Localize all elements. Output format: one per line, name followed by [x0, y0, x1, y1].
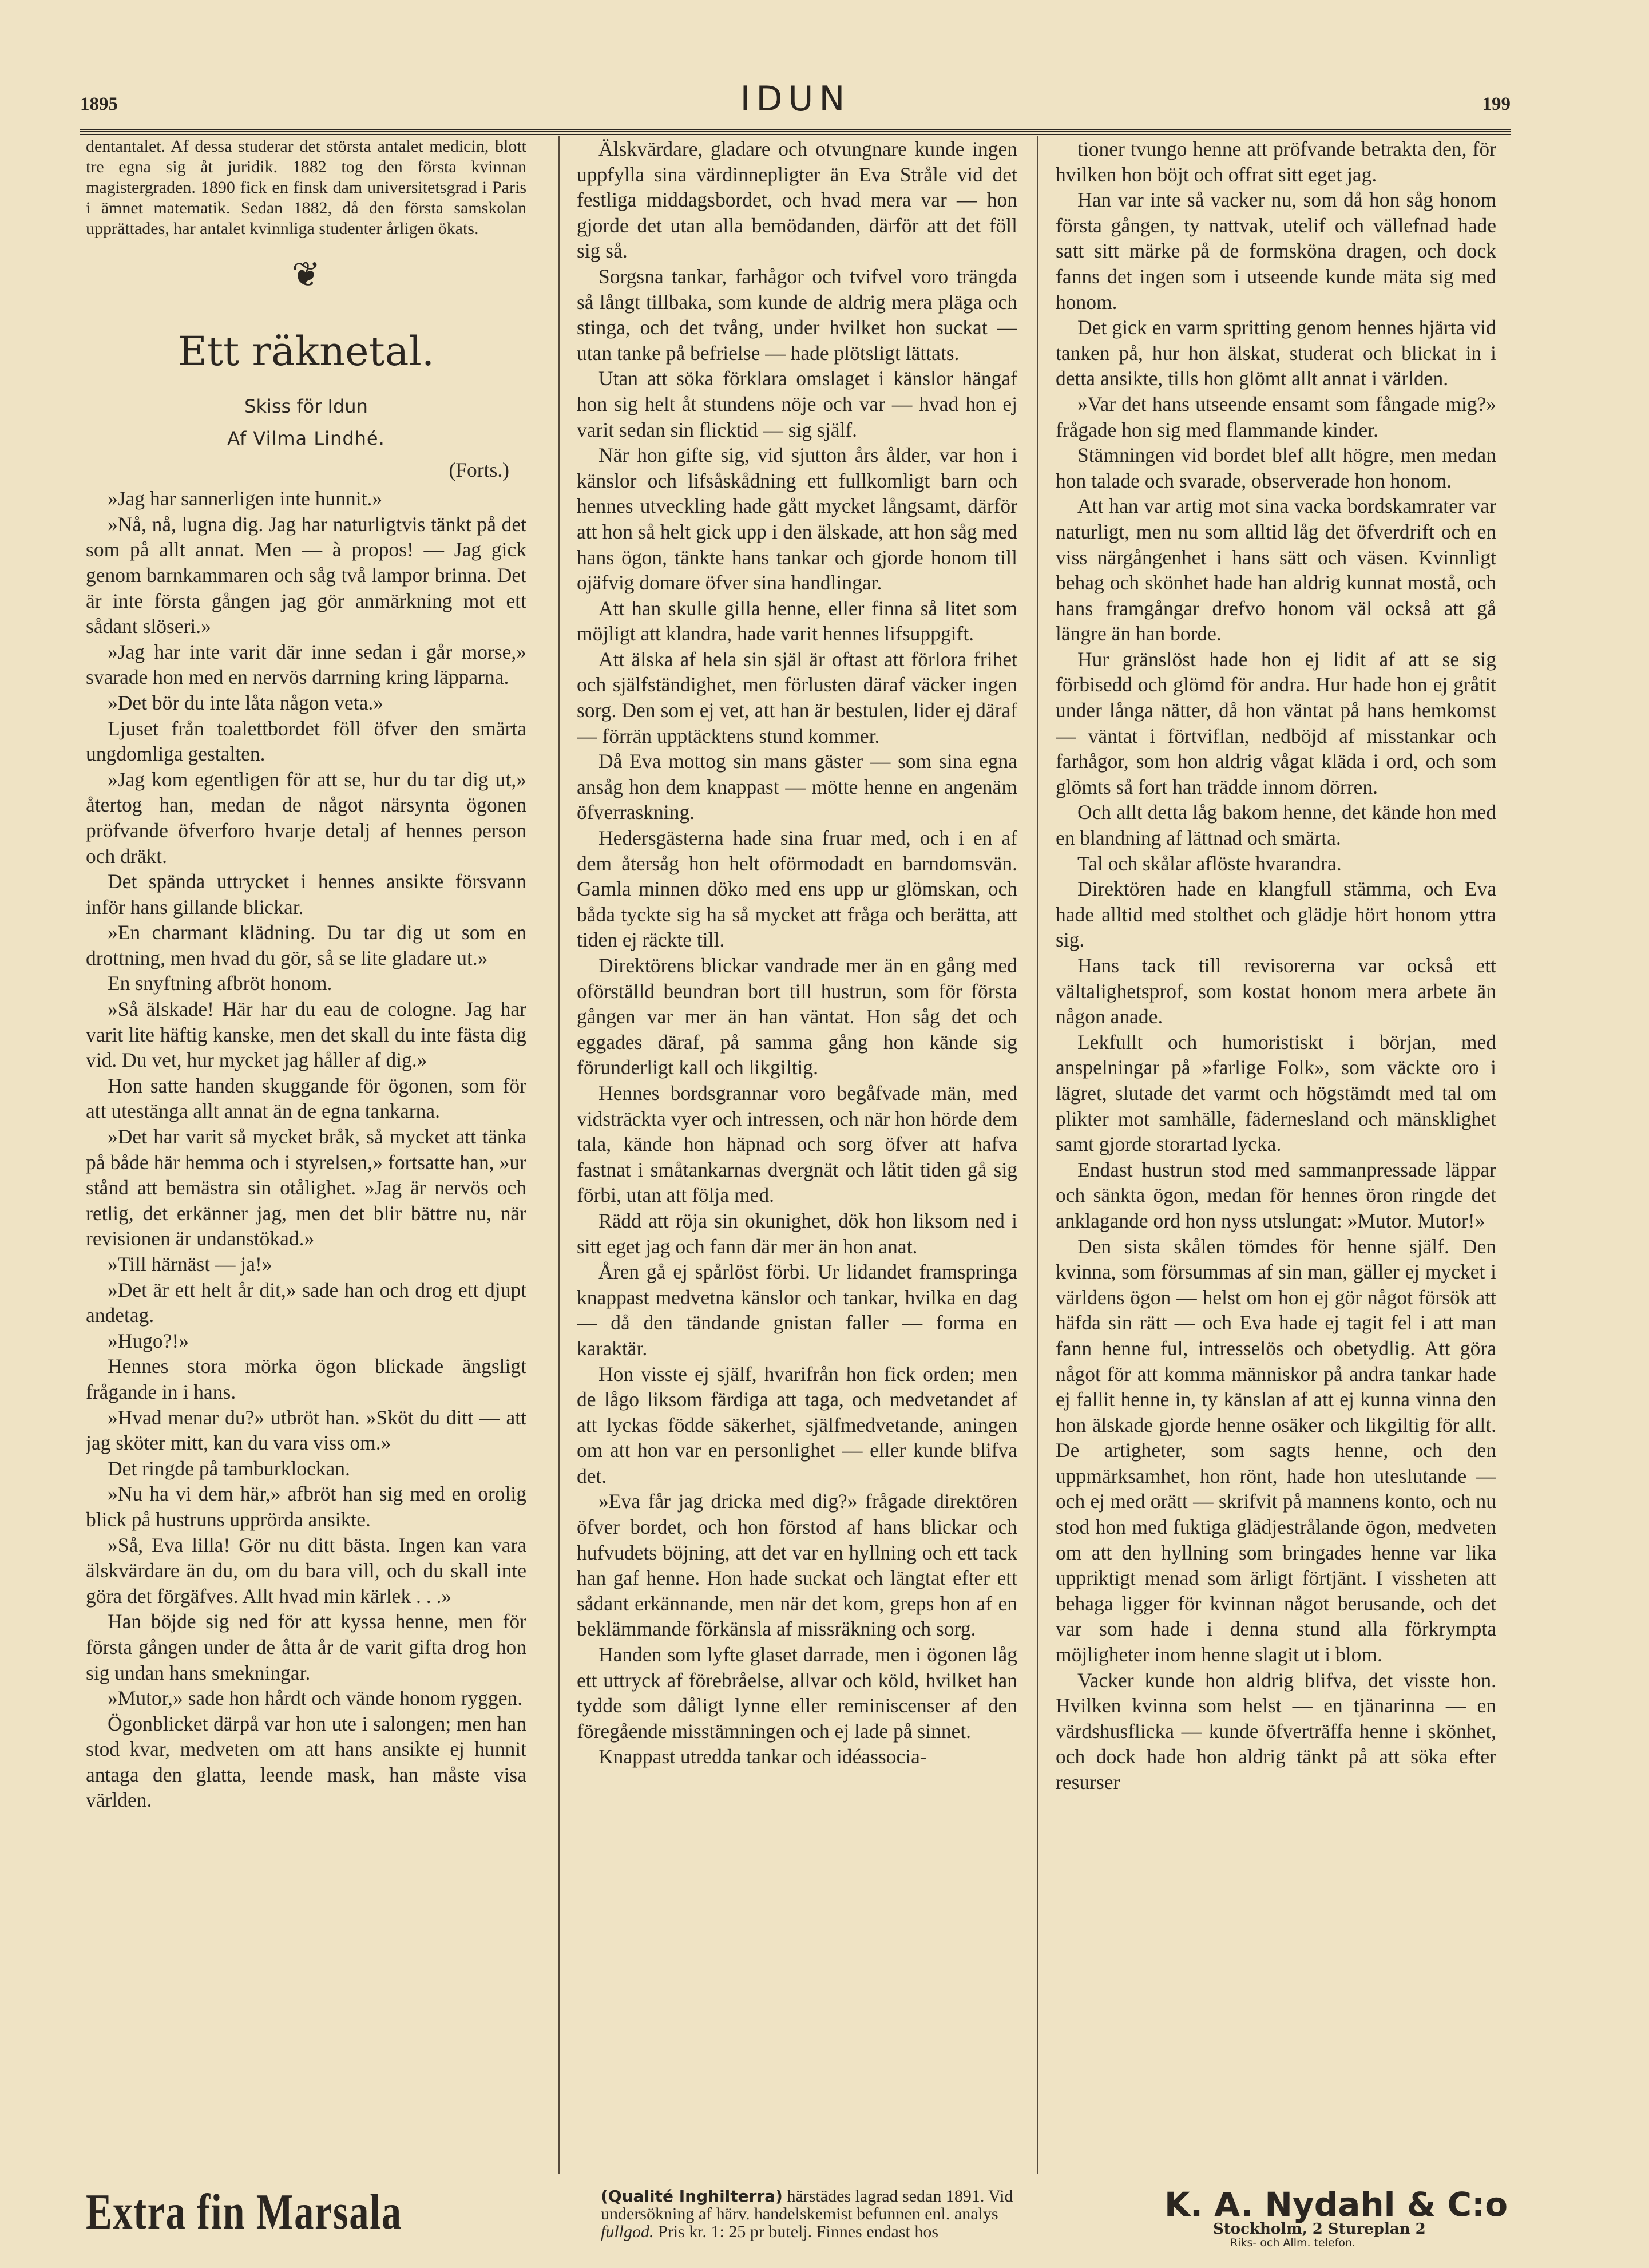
paragraph: tioner tvungo henne att pröfvande betrakta den, för hvilken hon böjt och offrat sitt eget jag. — [1056, 137, 1496, 186]
paragraph: Han böjde sig ned för att kyssa henne, men för första gången under de åtta år de varit gifta drog hon sig undan hans smekningar. — [86, 1610, 526, 1684]
paragraph: Det ringde på tamburklockan. — [108, 1456, 350, 1480]
paragraph: Det gick en varm spritting genom hennes hjärta vid tanken på, hur hon älskat, studerat och blickat in i detta ansikte, tills hon glömt allt annat i världen. — [1056, 316, 1496, 390]
paragraph: »En charmant klädning. Du tar dig ut som en drottning, men hvad du gör, så se lite gladare ut.» — [86, 921, 526, 969]
paragraph: »Så älskade! Här har du eau de cologne. Jag har varit lite häftig kanske, men det skall du inte fästa dig vid. Du vet, hur mycket jag håller af dig.» — [86, 998, 526, 1072]
column-divider — [1037, 136, 1038, 2174]
paragraph: Hennes bordsgrannar voro begåfvade män, med vidsträckta vyer och intressen, och när hon hörde dem tala, kände hon häpnad och sorg öfver att hafva fastnat i småtankarnas dvergnät och låtit tiden gå sig förbi, utan att följa med. — [577, 1081, 1017, 1207]
advertisement — [80, 2184, 1511, 2249]
ad-line-1 — [601, 2187, 1173, 2205]
paragraph: Hon visste ej själf, hvarifrån hon fick orden; men de lågo liksom färdiga att taga, och medvetandet af att lyckas födde säkerhet, själfmedvetande, aningen om att hon var en personlighet — eller kunde blifva det. — [577, 1362, 1017, 1487]
column-1 — [86, 136, 526, 2179]
ad-headline: Extra fin Marsala — [86, 2184, 402, 2240]
paragraph: Rädd att röja sin okunighet, dök hon liksom ned i sitt eget jag och fann där mer än hon anat. — [577, 1209, 1017, 1258]
paragraph: »Jag kom egentligen för att se, hur du tar dig ut,» återtog han, medan de något närsynta ögonen pröfvande öfverforo hvarje detalj af hennes person och dräkt. — [86, 767, 526, 868]
ornament-icon: ❦ — [291, 256, 321, 294]
paragraph: En snyftning afbröt honom. — [108, 972, 332, 995]
ad-brand: K. A. Nydahl & C:o — [1164, 2185, 1508, 2224]
paragraph: Sorgsna tankar, farhågor och tvifvel voro trängda så långt tillbaka, som kunde de aldrig mera pläga och stinga, och det tvång, under hvilket hon suckat — utan tanke på befrielse — hade plötsligt lättats. — [577, 264, 1017, 365]
paragraph: Direktörens blickar vandrade mer än en gång med oförställd beundran bort till hustrun, som för första gången var mer än han väntat. Hon såg det och eggades däraf, på samma gång hon kände sig förunderligt kall och likgiltig. — [577, 954, 1017, 1079]
newspaper-page — [80, 63, 1511, 2249]
header-year: 1895 — [80, 94, 118, 114]
paragraph: »Jag har sannerligen inte hunnit.» — [108, 487, 383, 510]
paragraph: Hedersgästerna hade sina fruar med, och i en af dem återsåg hon helt oförmodadt en barndomsvän. Gamla minnen döko med ens upp ur glömskan, och båda tyckte sig ha så mycket att fråga och berätta, att tiden ej räckte till. — [577, 826, 1017, 952]
ad-text — [601, 2187, 1173, 2241]
paragraph: Hur gränslöst hade hon ej lidit af att se sig förbisedd och glömd för andra. Hur hade hon ej gråtit under långa nätter, då hon väntat på hans hemkomst — väntat i förtviflan, nedböjd af misstankar och farhågor, som hon aldrig vågat kläda i ord, och som glömts så fort han trädde innom dörren. — [1056, 647, 1496, 798]
ad-line-2: undersökning af härv. handelskemist befunnen enl. analys — [601, 2204, 998, 2223]
paragraph: Då Eva mottog sin mans gäster — som sina egna ansåg hon dem knappast — mötte henne en angenäm öfverraskning. — [577, 750, 1017, 824]
paragraph: Att älska af hela sin själ är oftast att förlora frihet och själfständighet, men förlusten däraf väcker ingen sorg. Den som ej vet, att han är bestulen, lider ej däraf — förrän upptäcktens stund kommer. — [577, 647, 1017, 747]
paragraph: Åren gå ej spårlöst förbi. Ur lidandet framspringa knappast medvetna känslor och tankar, hvilka en dag — då den tändande gnistan faller — forma en karaktär. — [577, 1260, 1017, 1360]
ad-line-1-rest: härstädes lagrad sedan 1891. Vid — [782, 2187, 1013, 2206]
paragraph: Tal och skålar aflöste hvarandra. — [1077, 852, 1342, 875]
paragraph: Hennes stora mörka ögon blickade ängsligt frågande in i hans. — [86, 1355, 526, 1403]
story-author: Af Vilma Lindhé. — [227, 427, 385, 449]
paragraph: Vacker kunde hon aldrig blifva, det visste hon. Hvilken kvinna som helst — en tjänarinna — en värdshusflicka — kunde öfverträffa henne i skönhet, och dock hade hon aldrig tänkt på att söka efter resurser — [1056, 1668, 1496, 1794]
page-number: 199 — [1482, 94, 1511, 114]
paragraph: Att han skulle gilla henne, eller finna så litet som möjligt att klandra, hade varit hennes lifsuppgift. — [577, 596, 1017, 646]
ad-telephone: Riks- och Allm. telefon. — [1230, 2237, 1356, 2249]
header-rule — [80, 129, 1511, 135]
paragraph: »Hvad menar du?» utbröt han. »Sköt du ditt — att jag sköter mitt, kan du vara viss om.» — [86, 1406, 526, 1455]
continued-marker: (Forts.) — [449, 458, 509, 481]
paragraph: »Nu ha vi dem här,» afbröt han sig med en orolig blick på hustruns upprörda ansikte. — [86, 1482, 526, 1531]
paragraph: Utan att söka förklara omslaget i känslor hängaf hon sig helt åt stundens nöje och var — hvad hon ej varit sedan sin flicktid — sig själf. — [577, 367, 1017, 441]
column-2 — [577, 136, 1017, 2179]
paragraph: »Det är ett helt år dit,» sade han och drog ett djupt andetag. — [86, 1278, 526, 1327]
ad-address: Stockholm, 2 Stureplan 2 — [1213, 2220, 1426, 2238]
column-3-body — [1056, 136, 1496, 1795]
paragraph: Han var inte så vacker nu, som då hon såg honom första gången, ty nattvak, utelif och vällefnad hade satt sitt märke på de formsköna dragen, och dock fanns det ingen som i utseende kunde mäta sig med honom. — [1056, 188, 1496, 314]
ad-line-3-rest: Pris kr. 1: 25 pr butelj. Finnes endast hos — [653, 2222, 939, 2241]
paragraph: »Jag har inte varit där inne sedan i går morse,» svarade hon med en nervös darrning kring läpparna. — [86, 640, 526, 689]
paragraph: Den sista skålen tömdes för henne själf. Den kvinna, som försummas af sin man, gäller ej mycket i världens ögon — helst om hon ej gör något försök att häfda sin rätt — och Eva hade ej tagit fel i att man fann henne ful, intresselös och obetydlig. Att göra något för att komma människor på andra tankar hade ej fallit henne in, ty känslan af att ej kunna vinna den hon älskade gjorde henne osäker och likgiltig för allt. De artigheter, som sagts henne, och den uppmärksamhet, hon rönt, hade hon uteslutande — och ej med orätt — skrifvit på mannens konto, och nu stod hon med fuktiga glädjestrålande ögon, medveten om att den hyllning som bringades henne var lika uppriktigt menad som ärligt förtjänt. I vissheten att behaga ligger för kvinnan något berusande, och det var som hade i denna stund alla förkrympta möjligheter inom henne slagit ut i blom. — [1056, 1234, 1496, 1667]
paragraph: »Till härnäst — ja!» — [108, 1253, 272, 1276]
column-3 — [1056, 136, 1496, 2179]
paragraph: Och allt detta låg bakom henne, det kände hon med en blandning af lättnad och smärta. — [1056, 801, 1496, 850]
paragraph: Knappast utredda tankar och idéassocia- — [598, 1745, 927, 1768]
column-divider — [558, 136, 560, 2174]
ad-fullgod: fullgod. — [601, 2222, 654, 2241]
ad-line-3 — [601, 2223, 1173, 2241]
intro-note — [86, 136, 526, 239]
story-subtitle: Skiss för Idun — [244, 395, 368, 417]
story-title: Ett räknetal. — [177, 327, 435, 375]
paragraph: Hans tack till revisorerna var också ett vältalighetsprof, som kostat honom mera arbete än någon anade. — [1056, 954, 1496, 1028]
paragraph: »Mutor,» sade hon hårdt och vände honom ryggen. — [108, 1687, 523, 1710]
paragraph: »Det har varit så mycket bråk, så mycket att tänka på både här hemma och i styrelsen,» fortsatte han, »ur stånd att bemästra sin otålighet. »Jag är nervös och retlig, det erkänner jag, men det blir bättre nu, när revisionen är undanstökad.» — [86, 1125, 526, 1250]
paragraph: Handen som lyfte glaset darrade, men i ögonen låg ett uttryck af förebråelse, allvar och köld, hvilket han tydde som dåligt lynne eller reminiscenser af den föregående misstämningen och ej lade på sinnet. — [577, 1643, 1017, 1743]
paragraph: Det spända uttrycket i hennes ansikte försvann inför hans gillande blickar. — [86, 870, 526, 919]
column-2-body — [577, 136, 1017, 1770]
paragraph: Stämningen vid bordet blef allt högre, men medan hon talade och svarade, observerade hon honom. — [1056, 444, 1496, 492]
ad-qualite: (Qualité Inghilterra) — [601, 2187, 783, 2206]
paragraph: »Det bör du inte låta någon veta.» — [108, 691, 384, 714]
column-1-body — [86, 486, 526, 1813]
paragraph: Lekfullt och humoristiskt i början, med anspelningar på »farlige Folk», som väckte oro i lägret, slutade det varmt och högstämdt med tal om plikter mot samhälle, fädernesland och mänsklighet samt gjorde storartad lycka. — [1056, 1030, 1496, 1156]
paragraph: »Eva får jag dricka med dig?» frågade direktören öfver bordet, och hon förstod af hans blickar och hufvudets böjning, att det var en hyllning och ett tack han gaf henne. Hon hade suckat och längtat efter ett sådant erkännande, men när det kom, greps hon af en beklämmande förkänsla af missräkning och sorg. — [577, 1490, 1017, 1641]
intro-note-text: dentantalet. Af dessa studerar det största antalet medicin, blott tre egna sig åt juridik. 1882 tog den första kvinnan magistergraden. 1890 fick en finsk dam universitetsgrad i Paris i ämnet matematik. Sedan 1882, då den första samskolan upprättades, har antalet kvinnliga studenter årligen ökats. — [86, 137, 526, 238]
paragraph: När hon gifte sig, vid sjutton års ålder, var hon i känslor och lifsåskådning ett fullkomligt barn och hennes utveckling hade gått mycket långsamt, därför att hon så helt gick upp i den älskade, att hon såg med hans ögon, tänkte hans tankar och gjorde honom till ojäfvig domare öfver sina handlingar. — [577, 444, 1017, 595]
paragraph: Att han var artig mot sina vacka bordskamrater var naturligt, men nu som alltid låg det öfverdrift och en viss närgångenhet i hans sätt och väsen. Kvinnligt behag och skönhet hade han aldrig kunnat mostå, och hans framgångar drefvo honom väl också att gå längre än han borde. — [1056, 494, 1496, 646]
paragraph: Direktören hade en klangfull stämma, och Eva hade alltid med stolthet och glädje hört honom yttra sig. — [1056, 877, 1496, 952]
paragraph: »Var det hans utseende ensamt som fångade mig?» frågade hon sig med flammande kinder. — [1056, 392, 1496, 441]
paragraph: »Hugo?!» — [108, 1329, 189, 1352]
masthead-title: IDUN — [740, 79, 851, 119]
paragraph: »Så, Eva lilla! Gör nu ditt bästa. Ingen kan vara älskvärdare än du, om du bara vill, och du skall inte göra det förgäfves. Allt hvad min kärlek . . .» — [86, 1533, 526, 1608]
page-header — [80, 74, 1511, 126]
paragraph: Hon satte handen skuggande för ögonen, som för att utestänga allt annat än de egna tankarna. — [86, 1074, 526, 1123]
paragraph: Endast hustrun stod med sammanpressade läppar och sänkta ögon, medan för hennes öron ringde det anklagande ord hon nyss utslungat: »Mutor. Mutor!» — [1056, 1158, 1496, 1232]
paragraph: Ljuset från toalettbordet föll öfver den smärta ungdomliga gestalten. — [86, 717, 526, 766]
paragraph: »Nå, nå, lugna dig. Jag har naturligtvis tänkt på det som på allt annat. Men — à propos! — Jag gick genom barnkammaren och såg två lampor brinna. Det är inte första gången jag gör anmärkning mot ett sådant slöseri.» — [86, 512, 526, 638]
paragraph: Ögonblicket därpå var hon ute i salongen; men han stod kvar, medveten om att hans ansikte ej hunnit antaga den glatta, leende mask, han måste visa världen. — [86, 1712, 526, 1812]
paragraph: Älskvärdare, gladare och otvungnare kunde ingen uppfylla sina värdinnepligter än Eva Stråle vid det festliga middagsbordet, och hvad mera var — hon gjorde det utan alla bemödanden, därför att det föll sig så. — [577, 137, 1017, 263]
